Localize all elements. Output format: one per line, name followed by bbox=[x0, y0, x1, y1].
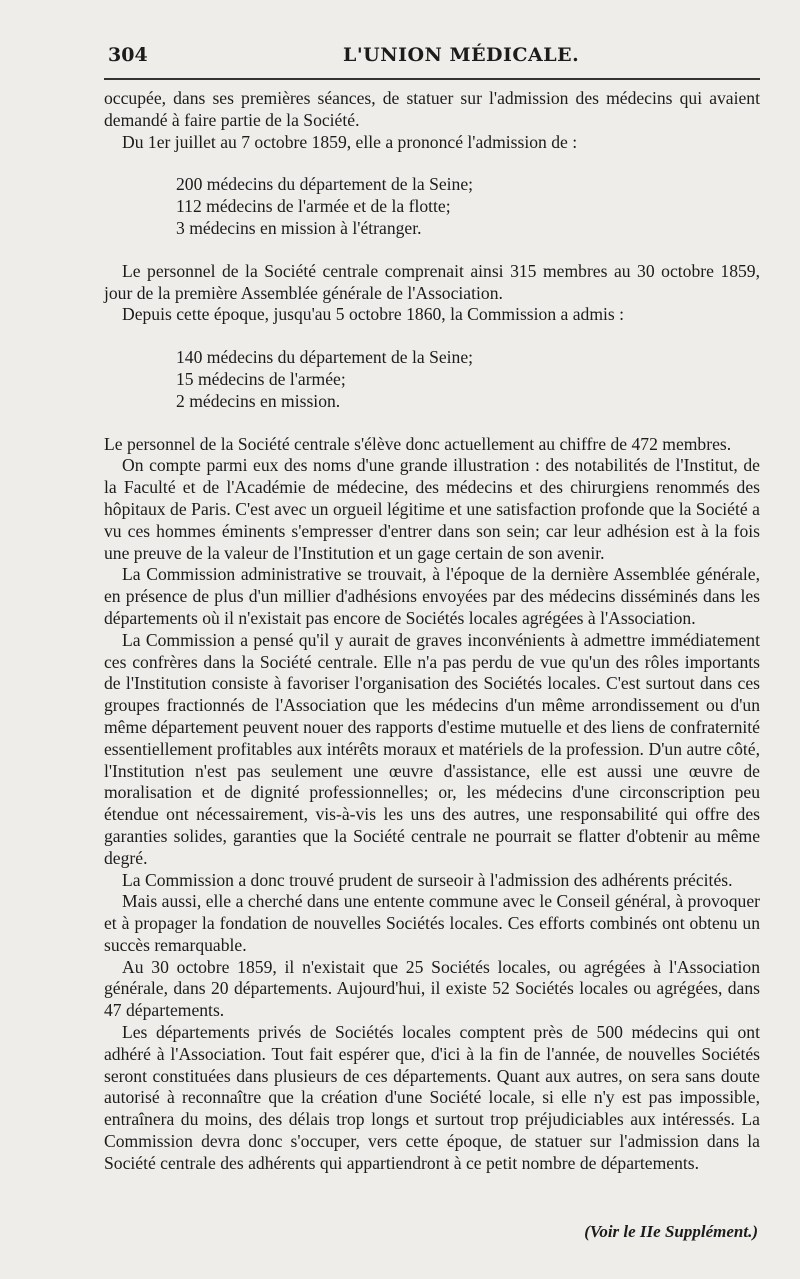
paragraph: Depuis cette époque, jusqu'au 5 octobre 1860, la Commission a admis : bbox=[122, 304, 625, 325]
paragraph: Mais aussi, elle a cherché dans une entente commune avec le Conseil général, à provoquer et à propager la fondation de nouvelles Sociétés locales. Ces efforts combinés ont obtenu un succès remarquable. bbox=[104, 891, 760, 955]
paragraph: La Commission a pensé qu'il y aurait de graves inconvénients à admettre immédiatement ces confrères dans la Société centrale. Elle n'a pas perdu de vue qu'un des rôles importants de l'Institution consiste à favoriser l'organisation des Sociétés locales. C'est surtout dans ces groupes fractionnés de l'Association que les médecins d'un même arrondissement ou d'un même département peuvent nouer des rapports d'estime mutuelle et des liens de confraternité essentiellement profitables aux intérêts moraux et matériels de la profession. D'un autre côté, l'Institution n'est pas seulement une œuvre d'assistance, elle est aussi une œuvre de moralisation et de dignité professionnelles; or, les médecins d'une circonscription peu étendue ont nécessairement, vis-à-vis les uns des autres, une responsabilité qui offre des garanties solides, garanties que la Société centrale ne pourrait se flatter d'obtenir au même degré. bbox=[104, 629, 760, 868]
list-item: 2 médecins en mission. bbox=[176, 390, 341, 411]
admissions-list-1859 bbox=[104, 174, 760, 239]
paragraph: Le personnel de la Société centrale s'élève donc actuellement au chiffre de 472 membres. bbox=[104, 433, 732, 454]
admissions-list-1860 bbox=[104, 347, 760, 412]
page-number: 304 bbox=[108, 44, 148, 66]
paragraph: Les départements privés de Sociétés locales comptent près de 500 médecins qui ont adhéré à l'Association. Tout fait espérer que, d'ici à la fin de l'année, de nouvelles Sociétés seront constituées dans plusieurs de ces départements. Quant aux autres, on sera sans doute autorisé à reconnaître que la création d'une Société locale, si elle n'y est pas impossible, entraînera du moins, des délais trop longs et surtout trop préjudiciables aux intéressés. La Commission devra donc s'occuper, vers cette époque, de statuer sur l'admission dans la Société centrale des adhérents qui appartiendront à ce petit nombre de départements. bbox=[104, 1022, 760, 1173]
header-rule bbox=[104, 78, 760, 80]
paragraph: La Commission a donc trouvé prudent de surseoir à l'admission des adhérents précités. bbox=[122, 869, 733, 890]
list-item: 15 médecins de l'armée; bbox=[176, 368, 346, 389]
paragraph: Du 1er juillet au 7 octobre 1859, elle a prononcé l'admission de : bbox=[122, 131, 578, 152]
running-title: L'UNION MÉDICALE. bbox=[343, 44, 580, 66]
page-header bbox=[108, 44, 755, 74]
list-item: 200 médecins du département de la Seine; bbox=[176, 174, 474, 195]
paragraph: Le personnel de la Société centrale comprenait ainsi 315 membres au 30 octobre 1859, jour de la première Assemblée générale de l'Association. bbox=[104, 260, 760, 303]
paragraph: Au 30 octobre 1859, il n'existait que 25 Sociétés locales, ou agrégées à l'Association générale, dans 20 départements. Aujourd'hui, il existe 52 Sociétés locales ou agrégées, dans 47 départements. bbox=[104, 956, 760, 1021]
article-body bbox=[104, 88, 760, 1175]
paragraph: On compte parmi eux des noms d'une grande illustration : des notabilités de l'Institut, de la Faculté et de l'Académie de médecine, des médecins et des chirurgiens renommés des hôpitaux de Paris. C'est avec un orgueil légitime et une satisfaction profonde que la Société a vu ces hommes éminents s'empresser d'entrer dans son sein; car leur adhésion est à la fois une preuve de la valeur de l'Institution et un gage certain de son avenir. bbox=[104, 455, 760, 563]
list-item: 140 médecins du département de la Seine; bbox=[176, 347, 474, 368]
list-item: 112 médecins de l'armée et de la flotte; bbox=[176, 196, 451, 217]
paragraph: occupée, dans ses premières séances, de statuer sur l'admission des médecins qui avaient demandé à faire partie de la Société. bbox=[104, 88, 760, 130]
list-item: 3 médecins en mission à l'étranger. bbox=[176, 217, 422, 238]
paragraph: La Commission administrative se trouvait, à l'époque de la dernière Assemblée générale, en présence de plus d'un millier d'adhésions envoyées par des médecins disséminés dans les départements où il n'existait pas encore de Sociétés locales agrégées à l'Association. bbox=[104, 564, 760, 628]
supplement-reference: (Voir le IIe Supplément.) bbox=[584, 1222, 758, 1241]
